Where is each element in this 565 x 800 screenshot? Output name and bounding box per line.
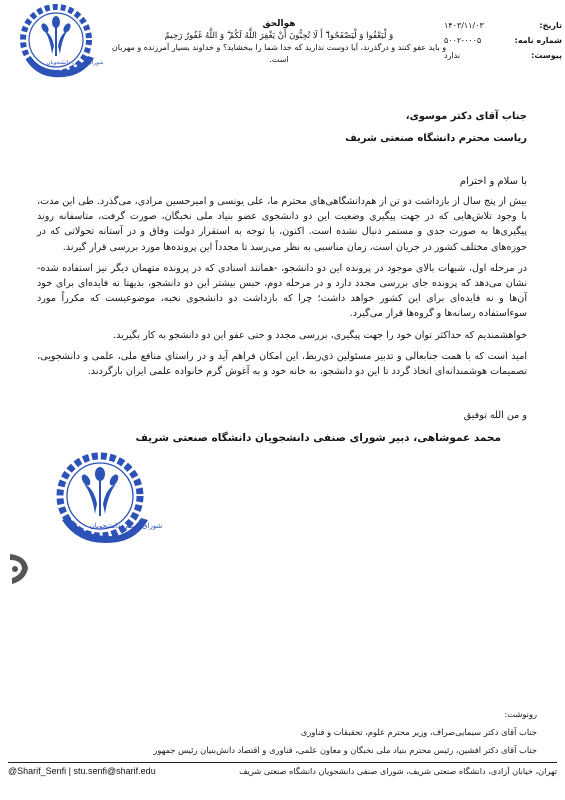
paragraph-4: امید است که با همت جنابعالی و تدبیر مسئولین ذی‌ربط، این امکان فراهم آید و در راستای منافع ملی، علمی و دانشجویی، تصمیمات هوشمندانه‌ای اتخاذ گردد تا این دو دانشجو، به خانه خود و به آغوش گرم خانواده علمی ایران بازگردند. (37, 350, 527, 378)
footer (8, 766, 557, 776)
attachment-value: ندارد (444, 51, 461, 60)
paragraph-2: در مرحله اول، شبهات بالای موجود در پرونده این دو دانشجو، -همانند اسنادی که در پرونده متهمان دیگر نیز استفاده شده- نشان می‌دهد که پرونده جای بررسی مجدد دارد و در مرحله دوم، حبس بیشتر این دو دانشجو، بدیهتا نه فایده‌ای برای خود آن‌ها و نه فایده‌ای برای این کشور خواهد داشت؛ چرا که بازداشت دو دانشجوی نخبه، موضوعیست که مکرراً مورد سوءاستفاده رسانه‌ها و گروه‌ها قرار می‌گیرد. (37, 262, 527, 320)
footer-contact: @Sharif_Senfi | stu.senfi@sharif.edu (8, 766, 156, 776)
letterhead-header (110, 18, 448, 66)
number-label: شماره نامه: (514, 36, 562, 45)
invocation: هوالحق (262, 19, 296, 29)
letter-meta (444, 18, 562, 63)
number-row (444, 33, 562, 48)
quran-verse: وَ لْيَعْفُوا وَ لْيَصْفَحُوا ۗ أَ لَا تُحِبُّونَ أَنْ يَغْفِرَ اللَّهُ لَكُمْ ۗ وَ اللَّهُ غَفُورٌ رَحِيمٌ (164, 31, 394, 41)
date-row (444, 18, 562, 33)
letter-body (37, 194, 527, 385)
closing: و من الله توفیق (463, 410, 527, 421)
side-logo-mark (6, 550, 32, 590)
cc-line: جناب آقای دکتر افشین، رئیس محترم بنیاد ملی نخبگان و معاون علمی، فناوری و اقتصاد دانش‌بنیان رئیس جمهور (153, 745, 537, 755)
carbon-copy (37, 705, 537, 759)
footer-divider (8, 762, 557, 763)
student-council-logo (0, 0, 112, 88)
paragraph-3: خواهشمندیم که حداکثر توان خود را جهت پیگیری، بررسی مجدد و حتی عفو این دو دانشجو به کار بگیرید. (113, 329, 527, 341)
attachment-label: پیوست: (531, 51, 562, 60)
date-label: تاریخ: (539, 21, 562, 30)
paragraph-1: بیش از پنج سال از بازداشت دو تن از هم‌دانشگاهی‌های محترم ما، علی یونسی و امیرحسین مرادی، می‌گذرد. طی این مدت، با وجود تلاش‌هایی که در جهت پیگیری وضعیت این دو دانشجوی عضو بنیاد ملی نخبگان، صورت گرفت، متاسفانه روند پیگیری‌ها به صورت جدی و مستمر دنبال نشده است. اکنون، با توجه به استقرار دولت وفاق و در آستانه تحولاتی که در حوزه‌های مختلف کشور در جریان است، زمان مناسبی به نظر می‌رسد تا مجدداً این پرونده‌ها مورد بررسی قرار گیرند. (37, 196, 527, 253)
cc-line: جناب آقای دکتر سیمایی‌صراف، وزیر محترم علوم، تحقیقات و فناوری (300, 727, 537, 737)
logo-text: شورای صنفی دانشجویان (46, 60, 104, 66)
council-seal (30, 448, 170, 558)
signature: محمد عموشاهی، دبیر شورای صنفی دانشجویان دانشگاه صنعتی شریف (135, 432, 501, 444)
recipient-block (345, 106, 527, 150)
cc-heading: رونوشت: (504, 709, 537, 719)
salutation: با سلام و احترام (459, 176, 527, 187)
attachment-row (444, 48, 562, 63)
recipient-name: جناب آقای دکتر موسوی، (405, 111, 527, 122)
seal-text: شورای صنفی دانشجویان (89, 522, 163, 530)
footer-handle[interactable]: @Sharif_Senfi (8, 766, 67, 776)
date-value: ۱۴۰۳/۱۱/۰۳ (444, 21, 484, 30)
verse-translation: و باید عفو کنند و درگذرند، آیا دوست ندارید که خدا شما را ببخشاید؟ و خداوند بسیار آمرزنده و مهربان است. (111, 43, 447, 64)
footer-address: تهران، خیابان آزادی، دانشگاه صنعتی شریف، شورای صنفی دانشجویان دانشگاه صنعتی شریف (239, 766, 557, 776)
number-value: ۵۰۰۲-۰۰۰۵ (444, 36, 482, 45)
recipient-title: ریاست محترم دانشگاه صنعتی شریف (345, 133, 527, 144)
footer-email[interactable]: stu.senfi@sharif.edu (73, 766, 156, 776)
